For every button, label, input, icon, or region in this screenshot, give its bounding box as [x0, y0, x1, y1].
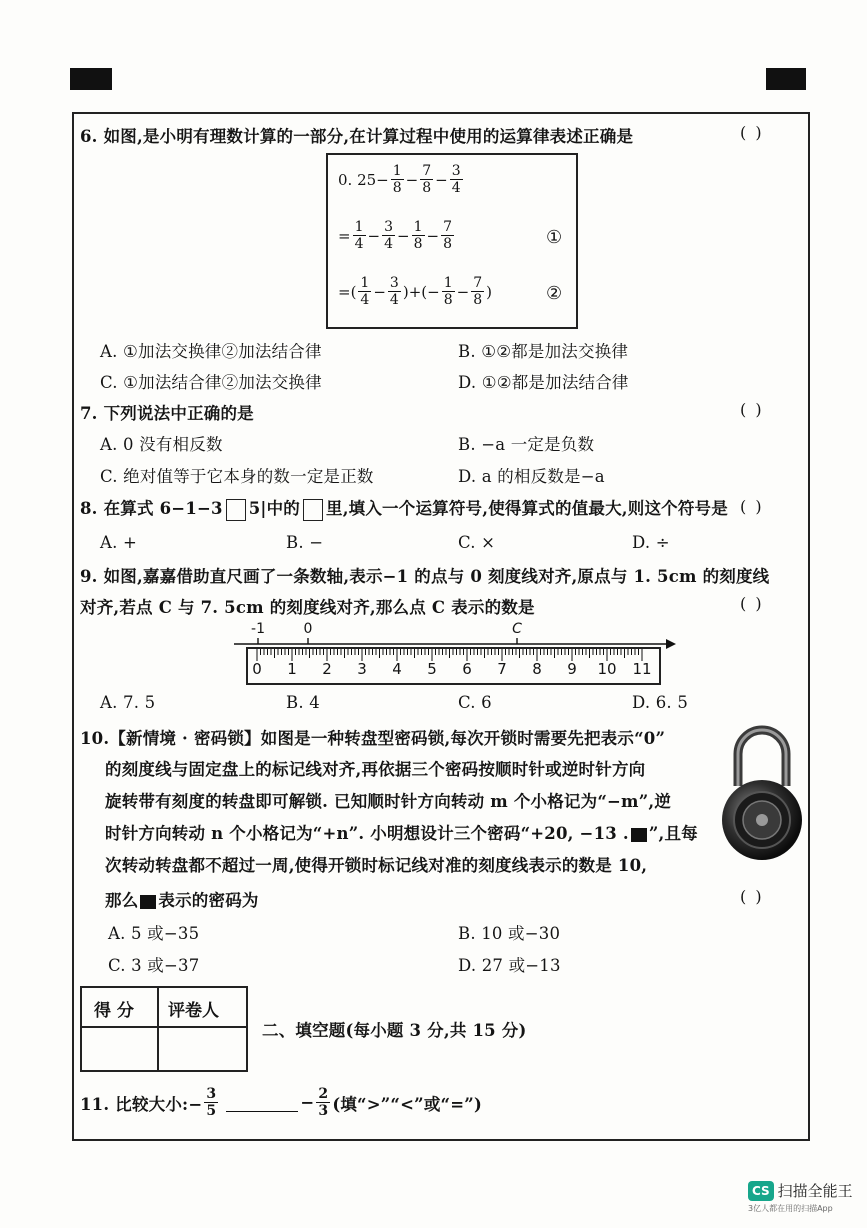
fraction: $\frac{3}{4}$	[389, 275, 399, 308]
q9-option-b[interactable]: B. 4	[286, 693, 320, 712]
q10-line-2: 的刻度线与固定盘上的标记线对齐,再依据三个密码按顺时针或逆时针方向	[105, 760, 646, 779]
blank-box	[303, 499, 323, 521]
fraction: $\frac{7}{8}$	[443, 219, 452, 252]
q7-answer-paren: ( )	[740, 400, 764, 419]
axis-label-minus-one: -1	[251, 621, 265, 637]
marker-1: ①	[546, 227, 563, 248]
blank-box	[226, 499, 246, 521]
q6-stem: 6. 如图,是小明有理数计算的一部分,在计算过程中使用的运算律表述正确是	[80, 127, 634, 146]
fraction: $\frac{2}{3}$	[318, 1086, 329, 1119]
fraction: $\frac{3}{4}$	[451, 163, 461, 196]
corner-mark-right	[766, 68, 806, 90]
ruler-numbers	[248, 660, 659, 680]
q7-option-b[interactable]: B. −a 一定是负数	[458, 435, 595, 454]
q7-option-d[interactable]: D. a 的相反数是−a	[458, 467, 605, 486]
q10-option-a[interactable]: A. 5 或−35	[108, 924, 200, 943]
fraction: $\frac{1}{8}$	[443, 275, 453, 308]
score-table	[80, 986, 248, 1072]
q6-calculation-box	[326, 153, 578, 329]
q10-line-5: 次转动转盘都不超过一周,使得开锁时标记线对准的刻度线表示的数是 10,	[105, 856, 648, 875]
fraction: $\frac{1}{4}$	[354, 219, 364, 252]
q8-option-c[interactable]: C. ×	[458, 533, 496, 552]
q6-option-a[interactable]: A. ①加法交换律②加法结合律	[100, 342, 322, 361]
axis-label-c: C	[512, 621, 522, 637]
q9-option-c[interactable]: C. 6	[458, 693, 492, 712]
calc-line-1: 0. 25− $\frac{1}{8}$ − $\frac{7}{8}$ − $\frac{3}{4}$	[338, 163, 461, 196]
q10-answer-paren: ( )	[740, 887, 764, 906]
q7-stem: 7. 下列说法中正确的是	[80, 404, 254, 423]
ruler-number: 10	[597, 660, 617, 678]
marker-2: ②	[546, 283, 563, 304]
q9-stem-line-1: 9. 如图,嘉嘉借助直尺画了一条数轴,表示−1 的点与 0 刻度线对齐,原点与 1. 5cm 的刻度线	[80, 567, 770, 586]
logo-text: 扫描全能王	[777, 1182, 853, 1200]
q9-stem-line-2: 对齐,若点 C 与 7. 5cm 的刻度线对齐,那么点 C 表示的数是	[80, 598, 535, 617]
q8-option-b[interactable]: B. −	[286, 533, 324, 552]
number-line-arrow-icon	[666, 639, 676, 649]
fraction: $\frac{1}{8}$	[392, 163, 402, 196]
q7-option-c[interactable]: C. 绝对值等于它本身的数一定是正数	[100, 467, 374, 486]
ruler-number: 8	[532, 660, 542, 678]
corner-mark-left	[70, 68, 112, 90]
ruler	[246, 647, 661, 685]
fraction: $\frac{7}{8}$	[422, 163, 432, 196]
q9-option-a[interactable]: A. 7. 5	[100, 693, 156, 712]
ruler-number: 7	[497, 660, 507, 678]
fraction: $\frac{3}{4}$	[384, 219, 393, 252]
q8-answer-paren: ( )	[740, 497, 764, 516]
grader-input-cell[interactable]	[159, 1028, 246, 1070]
q9-option-d[interactable]: D. 6. 5	[632, 693, 689, 712]
q10-line-6: 那么 表示的密码为	[105, 891, 259, 910]
q6-answer-paren: ( )	[740, 123, 764, 142]
score-label: 得 分	[94, 1001, 134, 1021]
section-title: 二、填空题(每小题 3 分,共 15 分)	[262, 1021, 527, 1040]
q6-option-d[interactable]: D. ①②都是加法结合律	[458, 373, 629, 392]
hidden-code-block	[140, 895, 156, 909]
ruler-number: 3	[357, 660, 367, 678]
q6-option-b[interactable]: B. ①②都是加法交换律	[458, 342, 629, 361]
fraction: $\frac{3}{5}$	[206, 1086, 217, 1119]
fraction: $\frac{1}{8}$	[413, 219, 423, 252]
fraction: $\frac{1}{4}$	[360, 275, 370, 308]
combination-lock-icon	[718, 724, 806, 860]
cs-badge-icon: CS	[748, 1181, 774, 1201]
ruler-number: 4	[392, 660, 402, 678]
ruler-number: 1	[287, 660, 297, 678]
ruler-number: 9	[567, 660, 577, 678]
logo-subtext: 3亿人都在用的扫描App	[748, 1204, 833, 1213]
q7-option-a[interactable]: A. 0 没有相反数	[100, 435, 223, 454]
q10-option-d[interactable]: D. 27 或−13	[458, 956, 561, 975]
ruler-number: 0	[252, 660, 262, 678]
q10-option-b[interactable]: B. 10 或−30	[458, 924, 561, 943]
q8-option-d[interactable]: D. ÷	[632, 533, 670, 552]
q10-line-4: 时针方向转动 n 个小格记为“+n”. 小明想设计三个密码“+20, −13 . ”,且每	[105, 824, 698, 843]
ruler-number: 11	[632, 660, 652, 678]
q6-option-c[interactable]: C. ①加法结合律②加法交换律	[100, 373, 322, 392]
q10-line-3: 旋转带有刻度的转盘即可解锁. 已知顺时针方向转动 m 个小格记为“−m”,逆	[105, 792, 672, 811]
hidden-code-block	[631, 828, 647, 842]
q9-answer-paren: ( )	[740, 594, 764, 613]
q8-option-a[interactable]: A. +	[100, 533, 138, 552]
ruler-number: 6	[462, 660, 472, 678]
q11-stem: 11. 比较大小:− $\frac{3}{5}$ − $\frac{2}{3}$ (填“>”“<”或“=”)	[80, 1086, 482, 1119]
ruler-number: 2	[322, 660, 332, 678]
q10-line-1: 10.【新情境 · 密码锁】如图是一种转盘型密码锁,每次开锁时需要先把表示“0”	[80, 729, 666, 748]
grader-label: 评卷人	[168, 1001, 219, 1021]
answer-blank[interactable]	[226, 1093, 298, 1112]
fraction: $\frac{7}{8}$	[473, 275, 483, 308]
ruler-number: 5	[427, 660, 437, 678]
q10-option-c[interactable]: C. 3 或−37	[108, 956, 200, 975]
q8-stem: 8. 在算式 6−1−3 5|中的 里,填入一个运算符号,使得算式的值最大,则这个符号是	[80, 495, 728, 521]
axis-label-zero: 0	[303, 621, 313, 637]
calc-line-3: =( $\frac{1}{4}$ − $\frac{3}{4}$ )+( − $\frac{1}{8}$ − $\frac{7}{8}$ )	[338, 275, 492, 308]
scanner-logo	[748, 1180, 853, 1214]
score-input-cell[interactable]	[82, 1028, 157, 1070]
calc-line-2: = $\frac{1}{4}$ − $\frac{3}{4}$ − $\frac{1}{8}$ − $\frac{7}{8}$	[338, 219, 452, 252]
